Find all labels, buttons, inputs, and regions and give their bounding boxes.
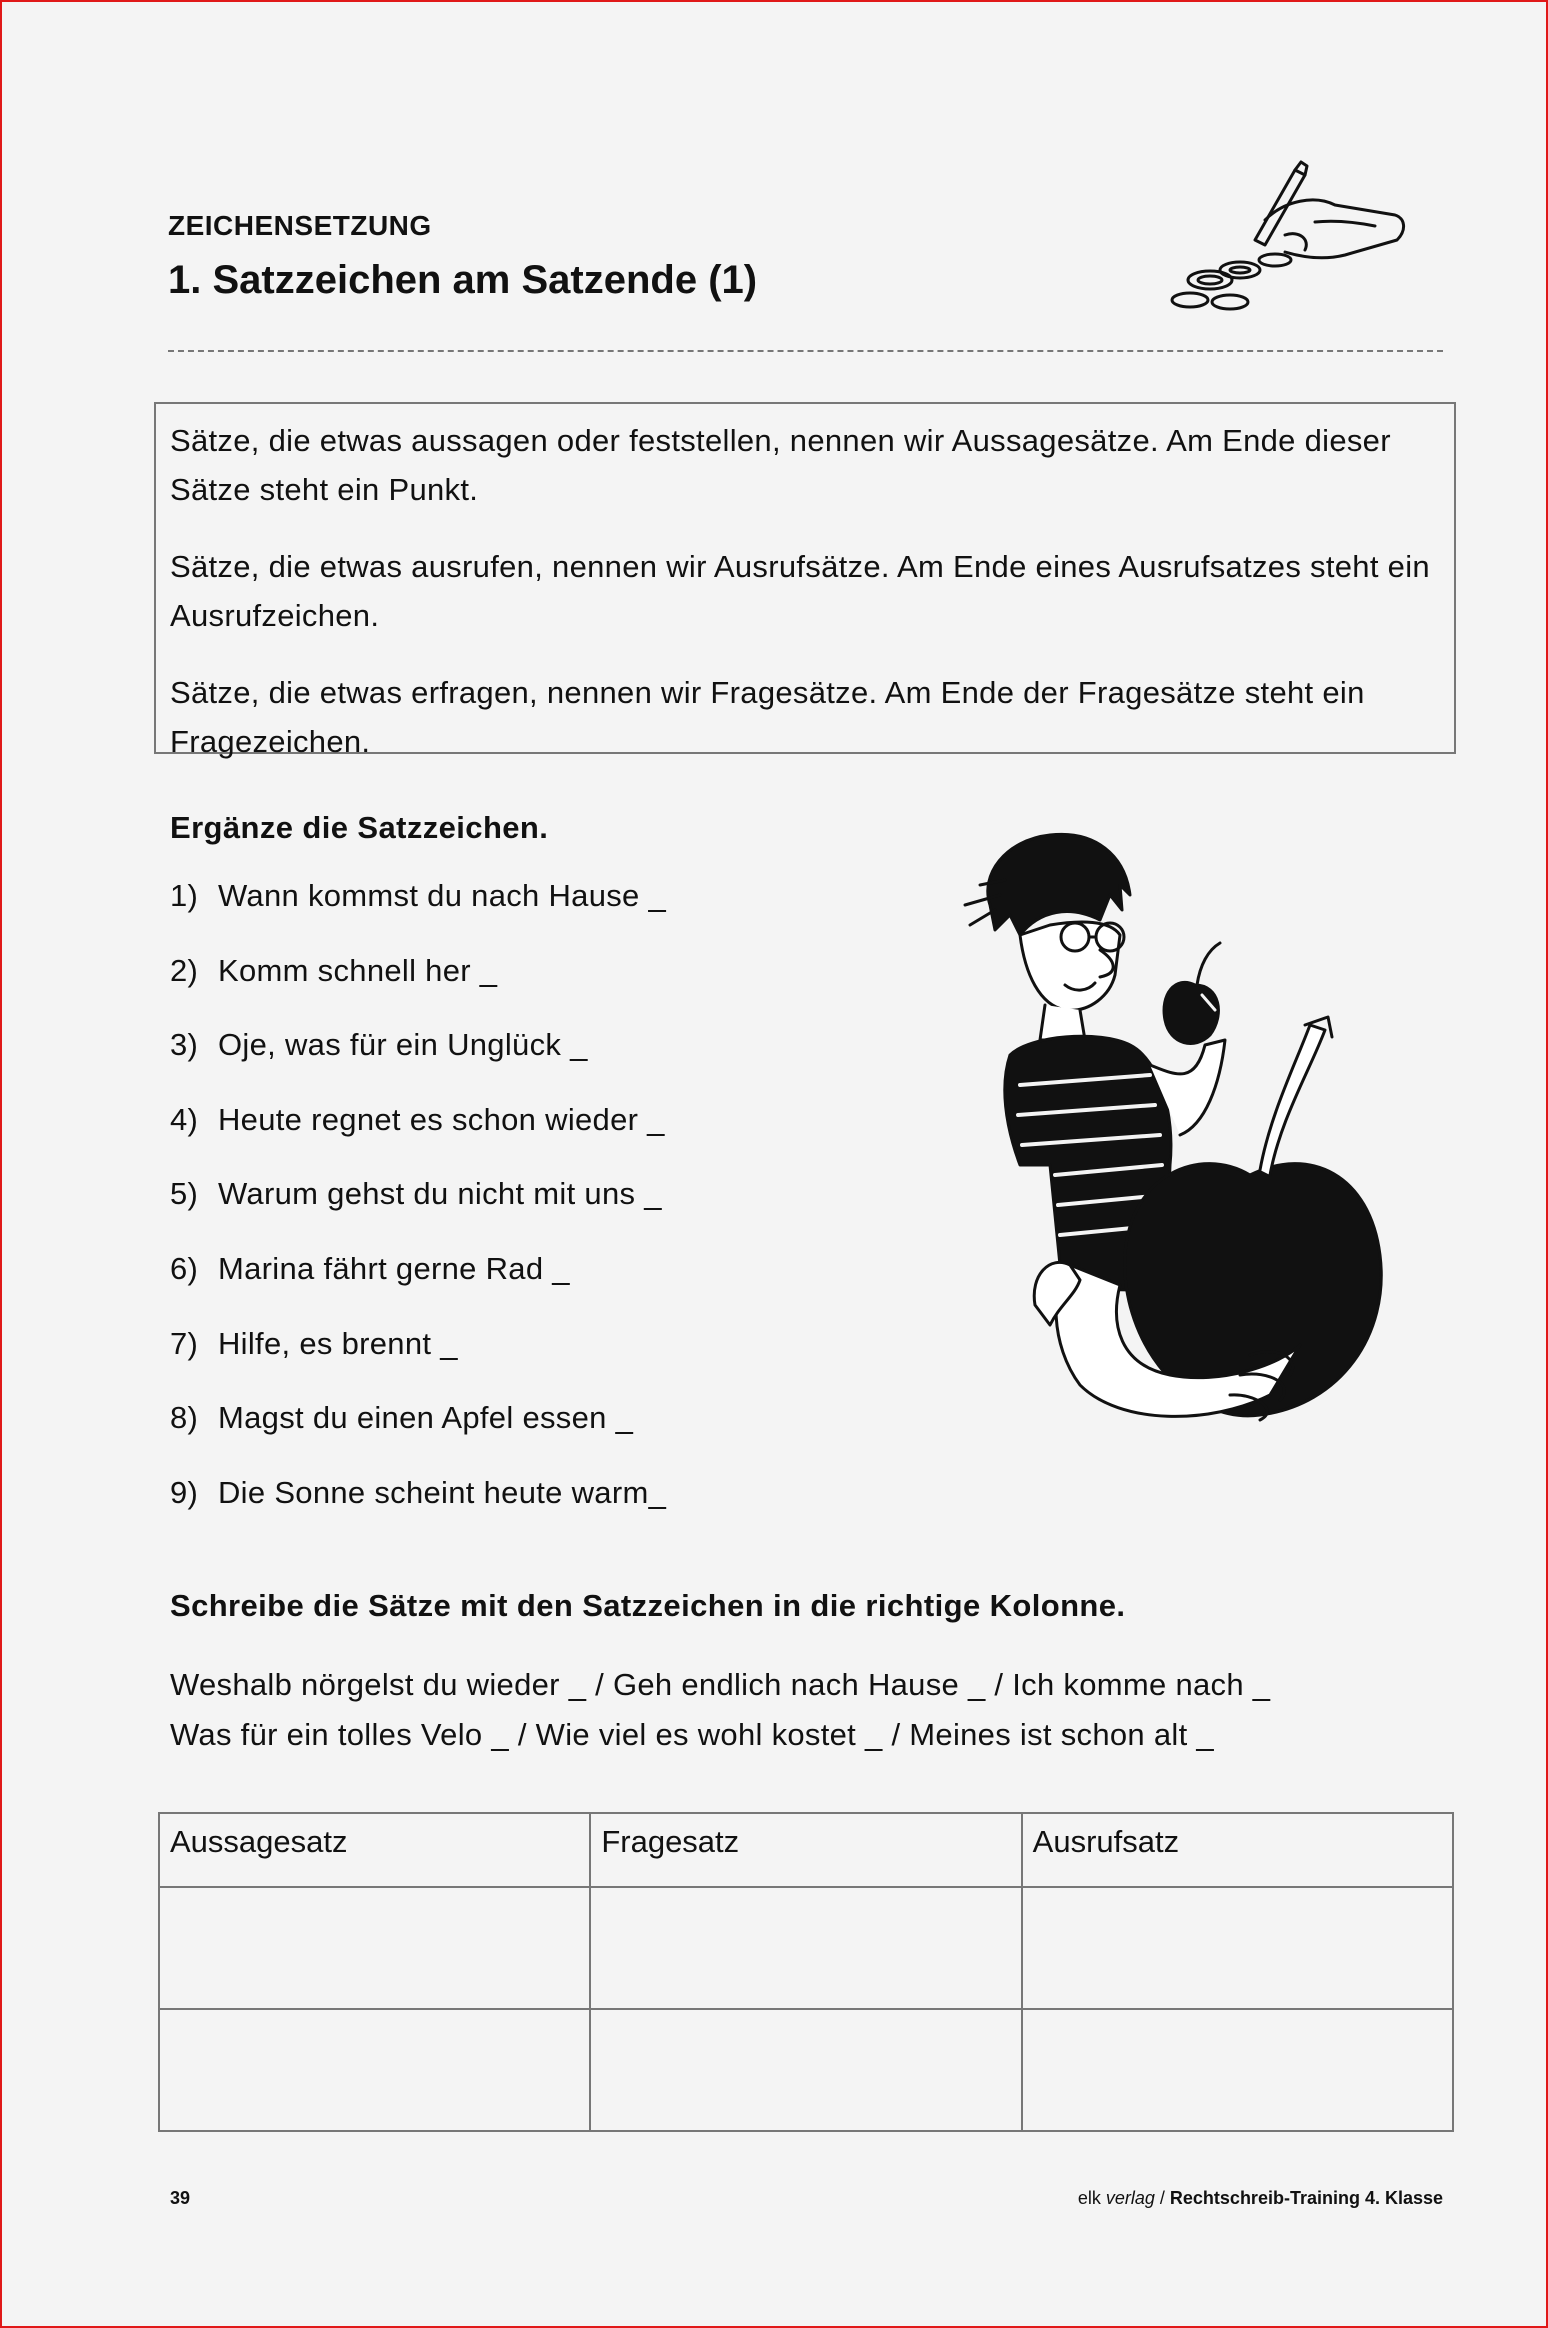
item-text: Oje, was für ein Unglück _ [218,1027,588,1063]
list-item [170,1400,890,1475]
sentence-line: Was für ein tolles Velo _ / Wie viel es wohl kostet _ / Meines ist schon alt _ [170,1717,1214,1752]
rule-box [154,402,1456,759]
table-row [159,2009,1453,2131]
item-text: Wann kommst du nach Hause _ [218,878,667,913]
item-number: 8) [170,1400,199,1436]
publisher-name: elk [1077,2188,1106,2208]
footer-separator: / [1154,2188,1170,2208]
column-header: Aussagesatz [159,1813,590,1887]
dashed-divider [168,350,1443,352]
item-text: Heute regnet es schon wieder _ [218,1101,665,1137]
item-number: 5) [170,1176,199,1212]
hand-writing-icon [1165,160,1430,320]
list-item [170,953,890,1028]
list-item [170,878,890,953]
answer-cell[interactable] [159,2009,590,2131]
sentence-pool [170,1660,1450,1760]
answer-cell[interactable] [1022,2009,1453,2131]
page-title: 1. Satzzeichen am Satzende (1) [168,258,758,302]
column-header: Fragesatz [590,1813,1021,1887]
list-item [170,1326,890,1401]
publisher-name-italic: verlag [1105,2188,1155,2208]
task1-heading: Ergänze die Satzzeichen. [170,810,549,845]
rule-exclamation: Sätze, die etwas ausrufen, nennen wir Ausrufsätze. Am Ende eines Ausrufsatzes steht ein Ausrufzeichen. [170,549,1430,633]
exercise-list [170,878,890,1549]
sorting-table [158,1812,1454,2132]
item-number: 1) [170,878,199,913]
item-text: Die Sonne scheint heute warm_ [218,1474,667,1510]
list-item [170,1176,890,1251]
list-item [170,1027,890,1102]
item-text: Warum gehst du nicht mit uns _ [218,1176,662,1212]
page-number: 39 [170,2188,191,2208]
rule-question: Sätze, die etwas erfragen, nennen wir Fragesätze. Am Ende der Fragesätze steht ein Fragezeichen. [170,675,1365,759]
column-header: Ausrufsatz [1022,1813,1453,1887]
section-label: ZEICHENSETZUNG [168,210,432,241]
footer-credit [1078,2188,1443,2209]
book-title: Rechtschreib-Training 4. Klasse [1169,2188,1443,2208]
list-item [170,1251,890,1326]
item-text: Marina fährt gerne Rad _ [218,1250,570,1286]
rule-statement: Sätze, die etwas aussagen oder feststellen, nennen wir Aussagesätze. Am Ende dieser Sätze steht ein Punkt. [170,423,1391,507]
item-number: 2) [170,952,199,988]
item-text: Hilfe, es brennt _ [218,1325,458,1361]
answer-cell[interactable] [590,2009,1021,2131]
answer-cell[interactable] [159,1887,590,2009]
item-number: 3) [170,1027,199,1063]
item-number: 7) [170,1325,199,1361]
item-text: Magst du einen Apfel essen _ [218,1400,634,1436]
task2-heading: Schreibe die Sätze mit den Satzzeichen in die richtige Kolonne. [170,1588,1126,1623]
item-number: 4) [170,1101,199,1137]
list-item [170,1102,890,1177]
answer-cell[interactable] [590,1887,1021,2009]
boy-with-apples-illustration [950,825,1420,1535]
table-row [159,1887,1453,2009]
item-text: Komm schnell her _ [218,952,498,988]
item-number: 6) [170,1250,199,1286]
sentence-line: Weshalb nörgelst du wieder _ / Geh endlich nach Hause _ / Ich komme nach _ [170,1667,1271,1702]
list-item [170,1475,890,1550]
answer-cell[interactable] [1022,1887,1453,2009]
item-number: 9) [170,1474,199,1510]
